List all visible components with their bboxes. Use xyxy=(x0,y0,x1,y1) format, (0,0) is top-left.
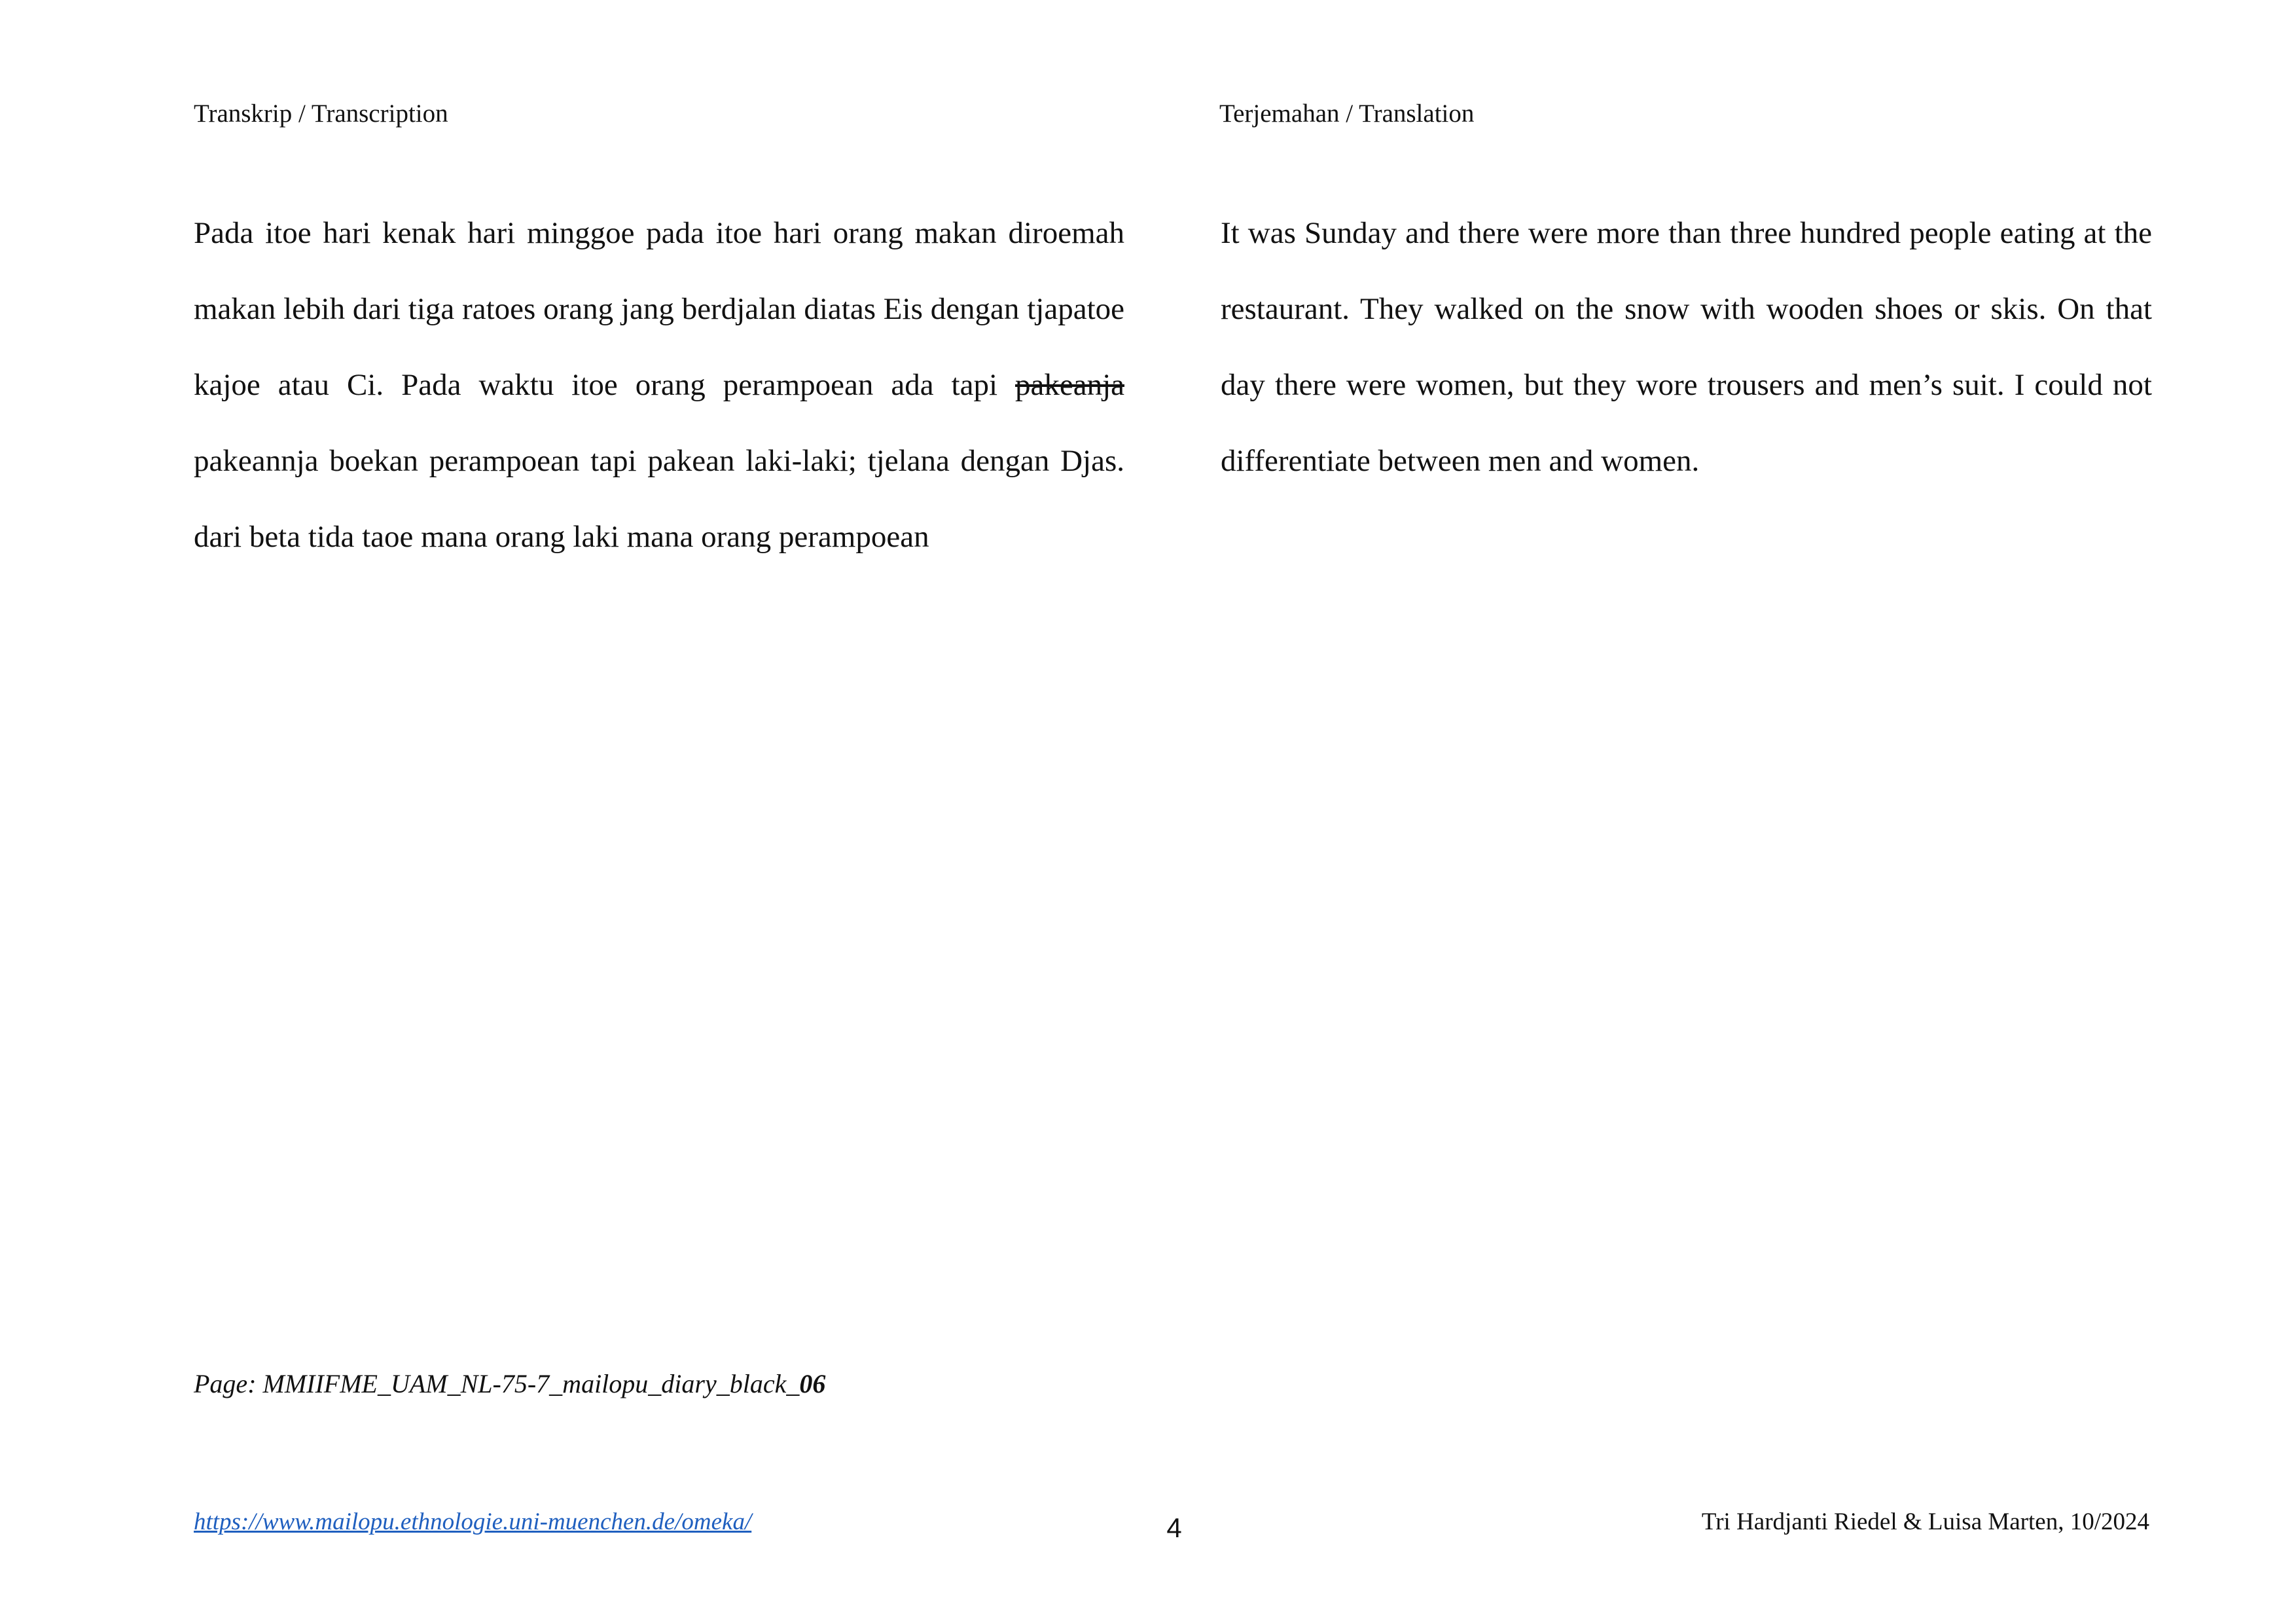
transcription-text-part2: pakeannja boekan perampoean tapi pakean laki-laki; tjelana dengan Djas. dari beta tida taoe mana orang laki mana orang perampoean xyxy=(194,444,1124,554)
page-reference-prefix: Page: MMIIFME_UAM_NL-75-7_mailopu_diary_black_ xyxy=(194,1369,800,1398)
struck-word: pakeanja xyxy=(1014,368,1124,402)
transcription-heading: Transkrip / Transcription xyxy=(194,100,448,128)
transcription-text-part1: Pada itoe hari kenak hari minggoe pada itoe hari orang makan diroemah makan lebih dari tiga ratoes orang jang berdjalan diatas Eis dengan tjapatoe kajoe atau Ci. Pada waktu itoe orang perampoean ada tapi xyxy=(194,216,1124,402)
translation-heading: Terjemahan / Translation xyxy=(1219,100,1475,128)
transcription-text xyxy=(194,195,1124,575)
page-reference xyxy=(194,1367,825,1401)
page-reference-number: 06 xyxy=(799,1369,826,1398)
footer-credit: Tri Hardjanti Riedel & Luisa Marten, 10/2024 xyxy=(1701,1508,2149,1535)
translation-text: It was Sunday and there were more than three hundred people eating at the restaurant. They walked on the snow with wooden shoes or skis. On that day there were women, but they wore trousers and men’s suit. I could not differentiate between men and women. xyxy=(1221,216,2152,478)
footer-link[interactable]: https://www.mailopu.ethnologie.uni-muenchen.de/omeka/ xyxy=(194,1508,752,1535)
page-number: 4 xyxy=(1166,1512,1182,1543)
